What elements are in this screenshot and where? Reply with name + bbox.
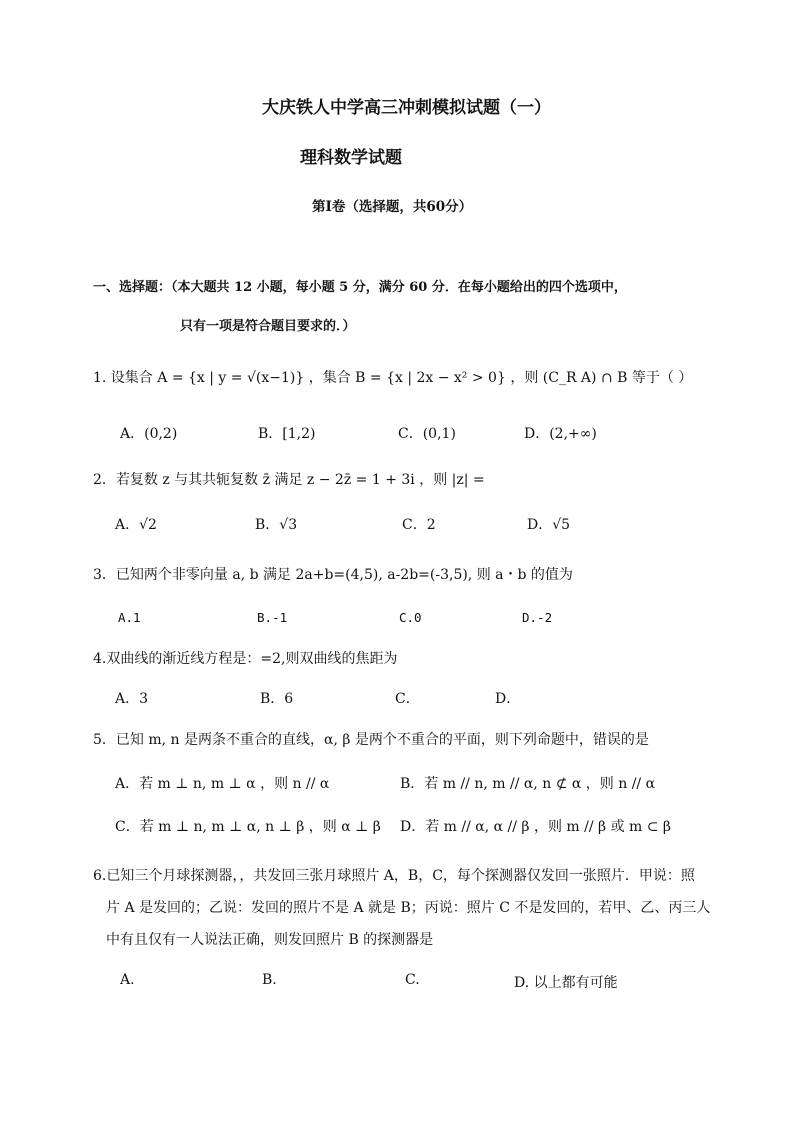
q1-option-d: D．(2,+∞) xyxy=(524,426,597,442)
question-3: 3．已知两个非零向量 a, b 满足 2a+b=(4,5), a-2b=(-3,5), 则 a・b 的值为 xyxy=(93,567,573,583)
q2-option-c: C．2 xyxy=(402,517,436,533)
q2-option-b: B．√3 xyxy=(255,517,298,533)
question-4: 4.双曲线的渐近线方程是：=2,则双曲线的焦距为 xyxy=(93,651,398,667)
q4-option-c: C． xyxy=(395,691,420,707)
q3-option-d: D.-2 xyxy=(522,610,553,625)
question-1: 1. 设集合 A = {x | y = √(x−1)} ，集合 B = {x | 2x − x² > 0} ，则 (C_R A) ∩ B 等于（ ） xyxy=(93,370,693,386)
q4-option-b: B．6 xyxy=(260,691,294,707)
q3-option-a: A.1 xyxy=(118,610,141,625)
question-6-line3: 中有且仅有一人说法正确，则发回照片 B 的探测器是 xyxy=(106,932,434,948)
q2-option-a: A．√2 xyxy=(115,517,157,533)
q4-option-d: D． xyxy=(495,691,521,707)
q1-option-b: B．[1,2) xyxy=(258,426,316,442)
q1-option-c: C．(0,1) xyxy=(398,426,456,442)
exam-title: 大庆铁人中学高三冲刺模拟试题（一） xyxy=(262,98,551,118)
exam-subtitle: 理科数学试题 xyxy=(300,148,402,168)
q5-option-c: C．若 m ⊥ n, m ⊥ α, n ⊥ β ，则 α ⊥ β xyxy=(115,819,381,835)
q6-option-c: C. xyxy=(405,972,420,988)
q1-option-a: A．(0,2) xyxy=(120,426,178,442)
q3-option-b: B.-1 xyxy=(257,610,288,625)
q5-option-b: B．若 m // n, m // α, n ⊄ α ，则 n // α xyxy=(400,776,656,792)
q4-option-a: A．3 xyxy=(115,691,149,707)
q6-option-d: D. 以上都有可能 xyxy=(514,975,618,991)
q6-option-b: B. xyxy=(262,972,277,988)
question-6-line2: 片 A 是发回的；乙说：发回的照片不是 A 就是 B；丙说：照片 C 不是发回的，若甲、乙、丙三人 xyxy=(106,900,711,916)
section-instruction-line2: 只有一项是符合题目要求的．） xyxy=(180,319,356,334)
question-6-line1: 6.已知三个月球探测器，，共发回三张月球照片 A，B，C，每个探测器仅发回一张照片．甲说：照 xyxy=(93,868,695,884)
volume-heading: 第Ⅰ卷（选择题，共60分） xyxy=(312,199,473,215)
question-5: 5．已知 m, n 是两条不重合的直线，α, β 是两个不重合的平面，则下列命题中，错误的是 xyxy=(93,732,649,748)
q3-option-c: C.0 xyxy=(399,610,422,625)
section-instruction-line1: 一、选择题：（本大题共 12 小题，每小题 5 分，满分 60 分．在每小题给出的四个选项中， xyxy=(93,280,627,295)
q2-option-d: D．√5 xyxy=(527,517,571,533)
question-2: 2．若复数 z 与其共轭复数 z̄ 满足 z − 2z̄ = 1 + 3i ，则 |z| = xyxy=(93,472,485,488)
q5-option-a: A．若 m ⊥ n, m ⊥ α ，则 n // α xyxy=(115,776,330,792)
q5-option-d: D．若 m // α, α // β ，则 m // β 或 m ⊂ β xyxy=(400,819,672,835)
q6-option-a: A. xyxy=(120,972,135,988)
